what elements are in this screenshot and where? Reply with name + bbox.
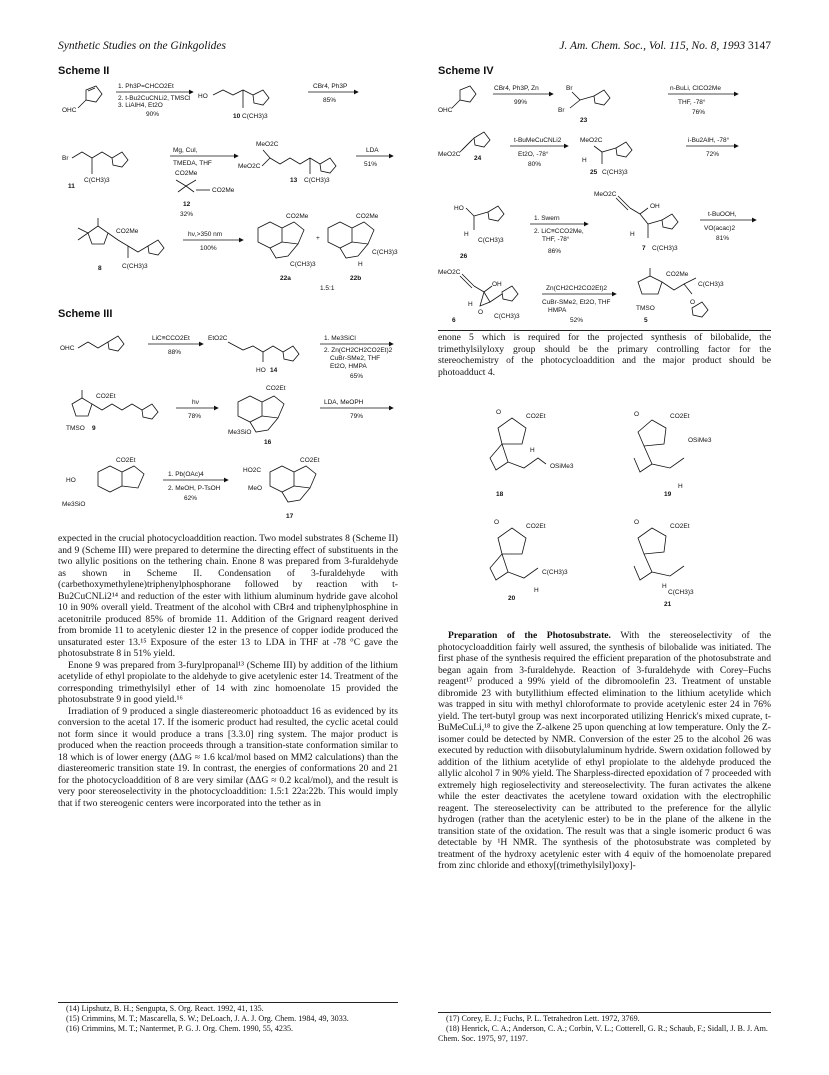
scheme4-yield-4: 72% [706, 151, 720, 158]
scheme3-eto2c-14: EtO2C [208, 335, 228, 342]
scheme3-meo-17: MeO [248, 485, 263, 492]
scheme3-reagent-5b: 2. MeOH, P-TsOH [168, 485, 221, 492]
scheme2-tbu-11: C(CH3)3 [84, 177, 110, 184]
scheme4-ohc-label: OHC [438, 107, 453, 114]
structure-21 [634, 519, 694, 608]
scheme3-tmso-9: TMSO [66, 425, 85, 432]
scheme3-yield-5: 62% [184, 495, 198, 502]
scheme4-reagent-6: t-BuOOH, [708, 211, 737, 218]
scheme4-oh-7: OH [650, 203, 660, 210]
scheme2-br-label: Br [62, 155, 69, 162]
structure-18-osime3: OSiMe3 [550, 463, 574, 470]
scheme4-h-7: H [630, 231, 635, 238]
scheme4-yield-5: 86% [548, 248, 562, 255]
running-header-title: Synthetic Studies on the Ginkgolides [58, 40, 226, 52]
scheme4-oh-6: OH [492, 281, 502, 288]
left-column-body [58, 533, 398, 809]
scheme4-tbu-5: C(CH3)3 [698, 281, 724, 288]
structure-19-label: 19 [664, 491, 672, 498]
scheme2-tbu-10: C(CH3)3 [242, 113, 268, 120]
scheme4-tbu-6: C(CH3)3 [494, 313, 520, 320]
scheme2-co2me-12a: CO2Me [175, 170, 198, 177]
scheme2-tbu-22a: C(CH3)3 [290, 261, 316, 268]
compound-22a-label: 22a [280, 275, 291, 282]
scheme4-yield-3: 80% [528, 161, 542, 168]
right-column-body [438, 630, 771, 872]
scheme-3-figure [58, 322, 408, 522]
scheme3-me3sio-row3: Me3SiO [62, 501, 86, 508]
structure-21-h: H [662, 583, 667, 590]
right-paragraph-1: enone 5 which is required for the projected synthesis of bilobalide, the trimethylsilyloxy group should be the primary controlling factor for the stereochemistry of the photocycloaddition and the major product should be photoadduct 4. [438, 332, 771, 378]
compound-23-label: 23 [580, 117, 588, 124]
furan-ring-icon [474, 132, 490, 147]
scheme3-reagent-4: LDA, MeOPH [324, 399, 364, 406]
scheme4-yield-1: 99% [514, 99, 528, 106]
scheme4-ho-26: HO [454, 205, 464, 212]
structure-18-o: O [496, 409, 502, 416]
structure-21-label: 21 [664, 601, 672, 608]
structure-20-h: H [534, 587, 539, 594]
footnote-18: (18) Henrick, C. A.; Anderson, C. A.; Corbin, V. L.; Cotterell, G. R.; Schaub, F.; Sidall, J. B. J. Am. Chem. Soc. 1975, 97, 1197. [438, 1023, 768, 1043]
scheme3-reagent-1: LiC≡CCO2Et [152, 335, 190, 342]
compound-13-label: 13 [290, 177, 298, 184]
scheme2-reagent-1a: 1. Ph3P=CHCO2Et [118, 83, 174, 90]
scheme-divider [438, 330, 771, 331]
scheme3-co2et-16: CO2Et [266, 385, 286, 392]
scheme4-o-5: O [690, 299, 696, 306]
compound-26-label: 26 [460, 253, 468, 260]
footnote-16: (16) Crimmins, M. T.; Nantermet, P. G. J. Org. Chem. 1990, 55, 4235. [66, 1023, 294, 1033]
scheme2-h-22b: H [358, 261, 363, 268]
left-paragraph-2: Enone 9 was prepared from 3-furylpropanal¹³ (Scheme III) by addition of the lithium acetylide of ethyl propiolate to the aldehyde to give acetylenic ester 14. Treatment of the corresponding trimethylsilyl ether of 14 with zinc homoenolate 15 provided the photosubstrate 9 in good yield.¹⁶ [58, 659, 398, 705]
scheme2-co2me-8: CO2Me [116, 228, 139, 235]
running-header-journal [559, 40, 771, 52]
structure-19-co2et: CO2Et [670, 413, 690, 420]
structure-21-co2et: CO2Et [670, 523, 690, 530]
scheme2-reagent-2: CBr4, Ph3P [313, 83, 348, 90]
compound-14-label: 14 [270, 367, 278, 374]
compound-16-label: 16 [264, 439, 272, 446]
compound-22b-label: 22b [350, 275, 362, 282]
scheme-4-title: Scheme IV [438, 65, 494, 77]
footnote-14: (14) Lipshutz, B. H.; Sengupta, S. Org. React. 1992, 41, 135. [66, 1004, 264, 1013]
scheme2-reagent-1c: 3. LiAlH4, Et2O [118, 102, 163, 109]
structure-21-tbu: C(CH3)3 [668, 589, 694, 596]
scheme4-br-23a: Br [566, 85, 573, 92]
scheme4-h-26: H [464, 231, 469, 238]
scheme2-yield-4: 51% [364, 161, 378, 168]
structure-20-co2et: CO2Et [526, 523, 546, 530]
furan-ring-icon [320, 158, 336, 173]
structure-18-label: 18 [496, 491, 504, 498]
scheme3-ho-row3: HO [66, 477, 76, 484]
scheme2-reagent-3a: Mg, CuI, [173, 147, 198, 154]
furan-ring-icon [86, 86, 102, 102]
scheme2-ratio: 1.5:1 [320, 285, 335, 292]
scheme4-reagent-3b: Et2O, -78° [518, 151, 549, 158]
scheme2-co2me-22a: CO2Me [286, 213, 309, 220]
scheme4-h-6: H [468, 301, 473, 308]
structure-20-o: O [494, 519, 500, 526]
scheme4-reagent-5b: 2. LiC≡CCO2Me, [534, 228, 584, 235]
furan-ring-icon [502, 286, 518, 301]
scheme4-meo2c-7: MeO2C [594, 191, 617, 198]
structure-18 [490, 409, 574, 498]
scheme4-reagent-3a: t-BuMeCuCNLi2 [514, 137, 562, 144]
scheme2-plus: + [316, 235, 320, 242]
scheme4-reagent-1: CBr4, Ph3P, Zn [494, 85, 539, 92]
footnotes-left [58, 1004, 398, 1033]
scheme2-yield-5: 100% [200, 245, 217, 252]
structure-18-h: H [530, 447, 535, 454]
structure-19 [634, 411, 712, 498]
compound-25-label: 25 [590, 169, 598, 176]
furan-ring-icon [283, 346, 299, 361]
scheme4-tbu-25: C(CH3)3 [602, 169, 628, 176]
scheme2-yield-12: 32% [180, 211, 194, 218]
scheme3-yield-1: 88% [168, 349, 182, 356]
scheme3-reagent-3: hν [192, 399, 199, 406]
scheme4-h-25: H [582, 157, 587, 164]
scheme3-yield-4: 79% [350, 413, 364, 420]
scheme4-tbu-7: C(CH3)3 [652, 245, 678, 252]
scheme3-co2et-row3: CO2Et [116, 457, 136, 464]
furan-ring-icon [112, 152, 128, 167]
scheme4-meo2c-25: MeO2C [580, 137, 603, 144]
scheme3-reagent-5a: 1. Pb(OAc)4 [168, 471, 204, 478]
compound-7-label: 7 [642, 245, 646, 252]
scheme3-ho-14: HO [256, 367, 266, 374]
scheme4-reagent-7c: HMPA [548, 307, 567, 314]
left-paragraph-1: expected in the crucial photocycloaddition reaction. Two model substrates 8 (Scheme II) and 9 (Scheme III) were prepared to determine the directing effect of substituents in the two allylic positions on the tethering chain. Enone 8 was prepared from 3-furaldehyde as shown in Scheme II. Condensation of 3-furaldehyde with (carbethoxymethylene)triphenylphosphorane followed by reaction with t-Bu2CuCNLi2¹⁴ and reduction of the ester with lithium aluminum hydride gave alcohol 10 in 90% overall yield. Treatment of the alcohol with CBr4 and triphenylphosphine in acetonitrile produced 85% of bromide 11. Addition of the Grignard reagent derived from bromide 11 to acetylenic diester 12 in the presence of copper iodide produced the unsaturated ester 13.¹⁵ Exposure of the ester 13 to LDA in THF at -78 °C gave the photosubstrate 8 in 51% yield. [58, 533, 398, 659]
scheme4-tmso-5: TMSO [636, 305, 655, 312]
scheme2-yield-2: 85% [323, 97, 337, 104]
furan-ring-icon [142, 404, 158, 419]
scheme4-co2me-5: CO2Me [666, 271, 689, 278]
scheme2-tbu-22b: C(CH3)3 [372, 249, 398, 256]
scheme3-ho2c-17: HO2C [243, 467, 262, 474]
right-paragraph-2: With the stereoselectivity of the photocycloaddition fairly well assured, the synthesis of bilobalide was initiated. The first phase of the synthesis required the efficient preparation of the photosubstrate and began again from 3-furaldehyde. Reaction of 3-furaldehyde with Corey–Fuchs reagent¹⁷ produced a 99% yield of the dibromoolefin 23. Treatment of unstable dibromide 23 with butyllithium effected elimination to the lithium acetylide which was trapped in situ with methyl chloroformate to provide acetylenic ester 24 in 76% yield. The tert-butyl group was next incorporated utilizing Henrick's mixed cuprate, t-BuMeCuLi,¹⁸ to give the Z-alkene 25 upon quenching at low temperature. Only the Z-isomer could be detected by NMR. Conversion of the ester 25 to the alcohol 26 was executed by reduction with diisobutylaluminum hydride. Swern oxidation followed by addition of the lithium acetylide of ethyl propiolate to the aldehyde produced the allylic alcohol 7 in 90% yield. The Sharpless-directed epoxidation of 7 proceeded with extremely high regioselectivity and stereoselectivity. The furan activates the alkene while the ester deactivates the acetylene toward oxidation with the electrophilic reagent. The stereoselectivity can be attributed to the preference for the allylic hydrogen (rather than the acetylenic ester) to be in the plane of the alkene in the transition state of the oxidation. The result was that a single isomeric product 6 was detectable by ¹H NMR. The synthesis of the photosubstrate was completed by treatment of the hydroxy acetylenic ester with 4 equiv of the homoenolate prepared from zinc chloride and ethoxy[(trimethylsilyl)oxy]- [438, 630, 771, 871]
scheme2-reagent-5: hν,>350 nm [188, 231, 223, 238]
compound-12-label: 12 [183, 201, 191, 208]
scheme4-meo2c-24: MeO2C [438, 151, 461, 158]
compound-9-label: 9 [92, 425, 96, 432]
scheme4-reagent-6b: VO(acac)2 [704, 225, 736, 232]
scheme2-ho-label: HO [198, 93, 208, 100]
scheme2-co2me-12b: CO2Me [212, 187, 235, 194]
compound-6-label: 6 [452, 317, 456, 323]
footnote-rule-right [438, 1012, 771, 1013]
transition-state-structures [438, 388, 771, 623]
structure-19-h: H [678, 483, 683, 490]
structure-20-tbu: C(CH3)3 [542, 569, 568, 576]
compound-11-label: 11 [68, 183, 75, 190]
scheme-2-figure [58, 78, 408, 303]
scheme4-yield-7: 52% [570, 317, 584, 323]
page-number: 3147 [748, 40, 771, 52]
right-column-intro [438, 332, 771, 378]
section-heading-photosubstrate: Preparation of the Photosubstrate. [448, 630, 611, 641]
scheme4-tbu-26: C(CH3)3 [478, 237, 504, 244]
compound-10-label: 10 [233, 113, 241, 120]
footnote-15: (15) Crimmins, M. T.; Mascarella, S. W.; DeLoach, J. A. J. Org. Chem. 1984, 49, 3033. [66, 1013, 349, 1023]
scheme4-reagent-2a: n-BuLi, ClCO2Me [670, 85, 721, 92]
scheme3-yield-2: 65% [350, 373, 364, 380]
scheme2-reagent-1b: 2. t-Bu2CuCNLi2, TMSCl [118, 95, 191, 102]
footnote-17: (17) Corey, E. J.; Fuchs, P. L. Tetrahedron Lett. 1972, 3769. [446, 1014, 640, 1023]
scheme2-reagent-3b: TMEDA, THF [173, 160, 212, 167]
scheme4-yield-6: 81% [716, 235, 730, 242]
scheme4-o-6: O [478, 309, 484, 316]
furan-ring-icon [460, 86, 476, 102]
scheme3-reagent-2a: 1. Me3SiCl [324, 335, 356, 342]
scheme4-reagent-4: i-Bu2AlH, -78° [688, 137, 730, 144]
furan-ring-icon [616, 142, 632, 157]
furan-ring-icon [488, 206, 504, 221]
structure-20-label: 20 [508, 595, 516, 602]
structure-18-co2et: CO2Et [526, 413, 546, 420]
scheme2-reagent-4: LDA [366, 147, 379, 154]
scheme2-tbu-13: C(CH3)3 [304, 177, 330, 184]
scheme4-reagent-5a: 1. Swern [534, 215, 560, 222]
scheme2-co2me-22b: CO2Me [356, 213, 379, 220]
scheme4-br-23b: Br [558, 107, 565, 114]
structure-21-o: O [634, 519, 640, 526]
scheme2-meo2c-13a: MeO2C [256, 141, 279, 148]
furan-ring-icon [108, 336, 124, 351]
structure-19-o: O [634, 411, 640, 418]
furan-ring-icon [662, 214, 678, 229]
scheme-3-title: Scheme III [58, 308, 113, 320]
scheme3-co2et-17: CO2Et [300, 457, 320, 464]
scheme3-ohc-label: OHC [60, 345, 75, 352]
scheme4-meo2c-6: MeO2C [438, 269, 461, 276]
compound-17-label: 17 [286, 513, 294, 520]
scheme2-yield-1: 90% [146, 111, 160, 118]
compound-8-label: 8 [98, 265, 102, 272]
footnote-rule-left [58, 1002, 398, 1003]
scheme2-meo2c-13b: MeO2C [238, 163, 261, 170]
scheme3-yield-3: 78% [188, 413, 202, 420]
journal-citation: J. Am. Chem. Soc., Vol. 115, No. 8, 1993 [559, 40, 746, 52]
scheme4-reagent-2b: THF, -78° [678, 99, 706, 106]
scheme3-me3sio-16: Me3SiO [228, 429, 252, 436]
compound-24-label: 24 [474, 155, 482, 162]
left-paragraph-3: Irradiation of 9 produced a single diastereomeric photoadduct 16 as evidenced by its conversion to the acetal 17. If the isomeric product had resulted, the cyclic acetal could not form since it would produce a trans [3.3.0] ring system. The major product is produced when the reaction proceeds through a transition-state conformation similar to 18 which is of lower energy (ΔΔG ≈ 1.6 kcal/mol based on MM2 calculations) than the diastereomeric transition state 19. In contrast, the energies of conformations 20 and 21 for the photocycloaddition of 8 are very similar (ΔΔG ≈ 0.2 kcal/mol), and the result is very poor stereoselectivity in the photocycloaddition: 1.5:1 22a:22b. This would imply that if two stereogenic centers were incorporated into the tether as in [58, 705, 398, 809]
scheme3-reagent-2c: CuBr-SMe2, THF [330, 355, 381, 362]
furan-ring-icon [148, 240, 164, 255]
scheme3-reagent-2b: 2. Zn(CH2CH2CO2Et)2 [324, 347, 393, 354]
scheme4-reagent-7a: Zn(CH2CH2CO2Et)2 [546, 285, 608, 292]
scheme2-tbu-8: C(CH3)3 [122, 263, 148, 270]
scheme4-yield-2: 76% [692, 109, 706, 116]
scheme-2-title: Scheme II [58, 65, 110, 77]
scheme-4-figure [438, 78, 773, 323]
scheme4-reagent-5c: THF, -78° [542, 236, 570, 243]
scheme4-reagent-7b: CuBr-SMe2, Et2O, THF [542, 299, 611, 306]
structure-20 [490, 519, 568, 602]
scheme2-ohc-label: OHC [62, 107, 77, 114]
structure-19-osime3: OSiMe3 [688, 437, 712, 444]
furan-ring-icon [253, 90, 269, 105]
scheme3-co2et-9: CO2Et [96, 393, 116, 400]
scheme3-reagent-2d: Et2O, HMPA [330, 363, 367, 370]
furan-ring-icon [594, 90, 610, 105]
compound-5-label: 5 [644, 317, 648, 323]
footnotes-right [438, 1014, 771, 1043]
